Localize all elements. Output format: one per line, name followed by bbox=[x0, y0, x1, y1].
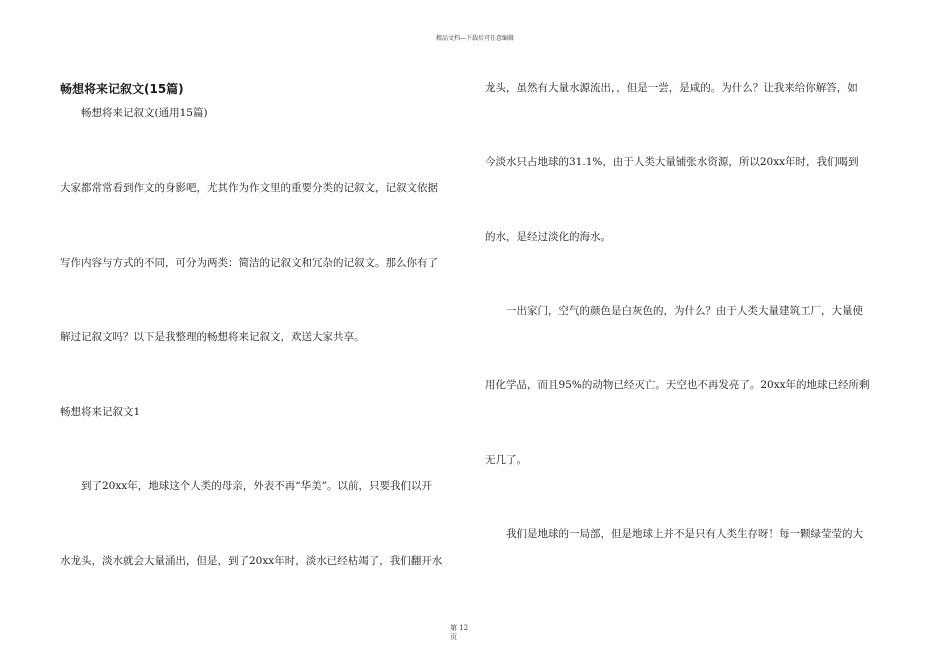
page-suffix: 页 bbox=[450, 633, 457, 641]
paragraph-line: 解过记叙文吗？以下是我整理的畅想将来记叙文，欢送大家共享。 bbox=[60, 331, 365, 343]
paragraph-line: 今淡水只占地球的31.1%，由于人类大量铺张水资源，所以20xx年时，我们喝到 bbox=[485, 156, 859, 168]
document-title: 畅想将来记叙文(15篇) bbox=[60, 82, 184, 96]
paragraph-line: 的水，是经过淡化的海水。 bbox=[485, 231, 611, 243]
paragraph-line: 到了20xx年，地球这个人类的母亲，外表不再“华美”。以前，只要我们以开 bbox=[60, 480, 432, 492]
paragraph-line: 龙头，虽然有大量水源流出，，但是一尝，是咸的。为什么？让我来给你解答，如 bbox=[485, 82, 858, 94]
page-header: 精品文档---下载后可任意编辑 bbox=[435, 35, 515, 42]
page-footer bbox=[450, 624, 468, 642]
paragraph-line: 写作内容与方式的不同，可分为两类：简洁的记叙文和冗杂的记叙文。那么你有了 bbox=[60, 257, 438, 269]
paragraph-line: 一出家门，空气的颜色是白灰色的，为什么？由于人类大量建筑工厂，大量使 bbox=[485, 305, 863, 317]
subtitle-line: 畅想将来记叙文(通用15篇) bbox=[60, 107, 208, 119]
paragraph-line: 大家都常常看到作文的身影吧，尤其作为作文里的重要分类的记叙文，记叙文依据 bbox=[60, 182, 438, 194]
paragraph-line: 水龙头，淡水就会大量涌出，但是，到了20xx年时，淡水已经枯竭了，我们翻开水 bbox=[60, 555, 443, 567]
paragraph-line: 用化学品，而且95%的动物已经灭亡。天空也不再发亮了。20xx年的地球已经所剩 bbox=[485, 379, 870, 391]
section-heading: 畅想将来记叙文1 bbox=[60, 406, 141, 418]
page-number: 12 bbox=[459, 624, 469, 632]
paragraph-line: 我们是地球的一局部，但是地球上并不是只有人类生存呀！每一颗绿莹莹的大 bbox=[485, 528, 863, 540]
paragraph-line: 无几了。 bbox=[485, 454, 527, 466]
page-prefix: 第 bbox=[450, 624, 457, 632]
